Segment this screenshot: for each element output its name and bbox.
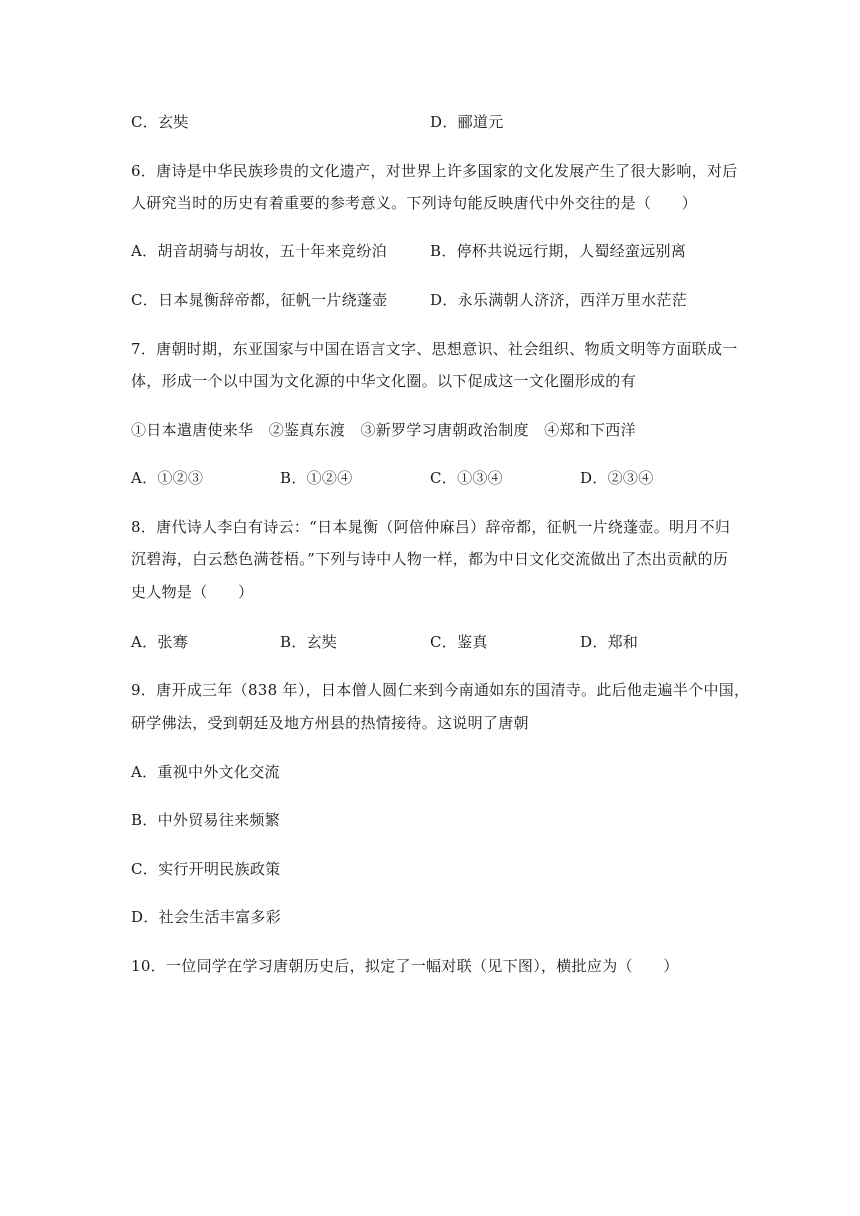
q6-option-a: A．胡音胡骑与胡妆，五十年来竞纷泊 xyxy=(131,242,387,260)
q10-stem: 10．一位同学在学习唐朝历史后，拟定了一幅对联（见下图），横批应为（ ） xyxy=(131,957,679,975)
q6-stem-line-2: 人研究当时的历史有着重要的参考意义。下列诗句能反映唐代中外交往的是（ ） xyxy=(131,194,698,212)
q9-option-b: B．中外贸易往来频繁 xyxy=(131,811,281,829)
q9-option-c: C．实行开明民族政策 xyxy=(131,860,281,878)
q6-option-c: C．日本晁衡辞帝都，征帆一片绕蓬壶 xyxy=(131,291,388,309)
q7-stem-line-2: 体，形成一个以中国为文化源的中华文化圈。以下促成这一文化圈形成的有 xyxy=(131,372,636,390)
q8-stem-line-2: 沉碧海，白云愁色满苍梧。”下列与诗中人物一样，都为中日文化交流做出了杰出贡献的历 xyxy=(131,550,729,568)
q7-stem-line-1: 7．唐朝时期，东亚国家与中国在语言文字、思想意识、社会组织、物质文明等方面联成一 xyxy=(131,340,738,358)
q6-option-d: D．永乐满朝人济济，西洋万里水茫茫 xyxy=(430,291,688,309)
q7-items: ①日本遣唐使来华 ②鉴真东渡 ③新罗学习唐朝政治制度 ④郑和下西洋 xyxy=(131,421,636,439)
q8-option-b: B．玄奘 xyxy=(280,633,338,651)
q6-stem-line-1: 6．唐诗是中华民族珍贵的文化遗产，对世界上许多国家的文化发展产生了很大影响，对后 xyxy=(131,162,738,180)
q9-option-d: D．社会生活丰富多彩 xyxy=(131,908,282,926)
q7-option-a: A．①②③ xyxy=(131,469,204,487)
q8-stem-line-3: 史人物是（ ） xyxy=(131,583,254,601)
q6-option-b: B．停杯共说远行期，人蜀经蛮远别离 xyxy=(430,242,687,260)
q9-stem-line-2: 研学佛法，受到朝廷及地方州县的热情接待。这说明了唐朝 xyxy=(131,714,529,732)
q9-option-a: A．重视中外文化交流 xyxy=(131,763,280,781)
q8-option-d: D．郑和 xyxy=(580,633,639,651)
q5-option-d: D．郦道元 xyxy=(430,113,504,131)
q7-option-d: D．②③④ xyxy=(580,469,654,487)
q7-option-c: C．①③④ xyxy=(430,469,503,487)
q5-option-c: C．玄奘 xyxy=(131,113,189,131)
q9-stem-line-1: 9．唐开成三年（838 年），日本僧人圆仁来到今南通如东的国清寺。此后他走遍半个中国， xyxy=(131,681,750,699)
q8-option-a: A．张骞 xyxy=(131,633,189,651)
q7-option-b: B．①②④ xyxy=(280,469,353,487)
q8-option-c: C．鉴真 xyxy=(430,633,488,651)
q8-stem-line-1: 8．唐代诗人李白有诗云：“日本晁衡（阿倍仲麻吕）辞帝都，征帆一片绕蓬壶。明月不归 xyxy=(131,518,731,536)
